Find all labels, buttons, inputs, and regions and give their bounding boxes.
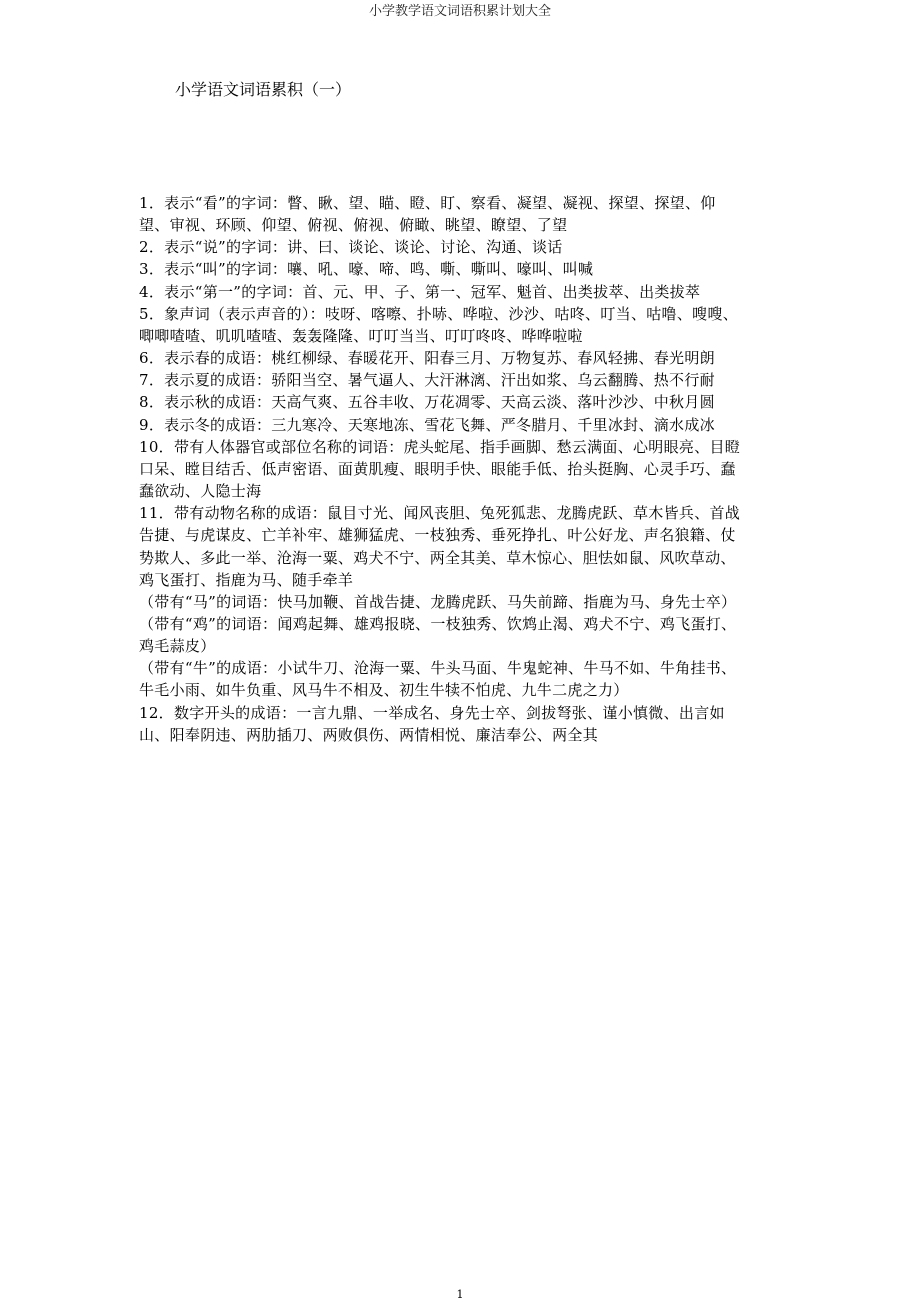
paragraph-shout-words: 3．表示“叫”的字词：嚷、吼、嚎、啼、鸣、嘶、嘶叫、嚎叫、叫喊	[139, 260, 594, 279]
paragraph-animal-idioms: 11．带有动物名称的成语：鼠目寸光、闻风丧胆、兔死狐悲、龙腾虎跃、草木皆兵、首战告捷、与虎谋皮、亡羊补牢、雄狮猛虎、一枝独秀、垂死挣扎、叶公好龙、声名狼籍、仗势欺人、多此一举、沧海一粟、鸡犬不宁、两全其美、草木惊心、胆怯如鼠、风吹草动、鸡飞蛋打、指鹿为马、随手牵羊	[139, 504, 741, 589]
running-header: 小学教学语文词语积累计划大全	[368, 4, 551, 19]
paragraph-winter-idioms: 9．表示冬的成语：三九寒冷、天寒地冻、雪花飞舞、严冬腊月、千里冰封、滴水成冰	[139, 415, 715, 434]
paragraph-onomatopoeia: 5．象声词（表示声音的）：吱呀、喀嚓、扑哧、哗啦、沙沙、咕咚、叮当、咕噜、嗖嗖、唧唧喳喳、叽叽喳喳、轰轰隆隆、叮叮当当、叮叮咚咚、哗哗啦啦	[139, 304, 739, 345]
page-number: 1	[456, 1288, 464, 1301]
paragraph-say-words: 2．表示“说”的字词：讲、曰、谈论、谈论、讨论、沟通、谈话	[139, 238, 563, 257]
paragraph-horse-words: （带有“马”的词语：快马加鞭、首战告捷、龙腾虎跃、马失前蹄、指鹿为马、身先士卒）	[139, 592, 737, 611]
paragraph-spring-idioms: 6．表示春的成语：桃红柳绿、春暖花开、阳春三月、万物复苏、春风轻拂、春光明朗	[139, 349, 715, 368]
paragraph-ox-idioms: （带有“牛”的成语：小试牛刀、沧海一粟、牛头马面、牛鬼蛇神、牛马不如、牛角挂书、牛毛小雨、如牛负重、风马牛不相及、初生牛犊不怕虎、九牛二虎之力）	[139, 659, 737, 700]
paragraph-summer-idioms: 7．表示夏的成语：骄阳当空、暑气逼人、大汗淋漓、汗出如浆、乌云翻腾、热不行耐	[139, 371, 715, 390]
paragraph-autumn-idioms: 8．表示秋的成语：天高气爽、五谷丰收、万花凋零、天高云淡、落叶沙沙、中秋月圆	[139, 393, 715, 412]
document-body	[139, 192, 741, 746]
paragraph-body-part-words: 10．带有人体器官或部位名称的词语：虎头蛇尾、指手画脚、愁云满面、心明眼亮、目瞪口呆、瞠目结舌、低声密语、面黄肌瘦、眼明手快、眼能手低、抬头挺胸、心灵手巧、蠢蠢欲动、人隐士海	[139, 437, 741, 501]
paragraph-chicken-words: （带有“鸡”的词语：闻鸡起舞、雄鸡报晓、一枝独秀、饮鸩止渴、鸡犬不宁、鸡飞蛋打、鸡毛蒜皮）	[139, 614, 737, 656]
paragraph-first-words: 4．表示“第一”的字词：首、元、甲、子、第一、冠军、魁首、出类拔萃、出类拔萃	[139, 282, 701, 301]
paragraph-number-idioms: 12．数字开头的成语：一言九鼎、一举成名、身先士卒、剑拔弩张、谨小慎微、出言如山、阳奉阴违、两肋插刀、两败俱伤、两情相悦、廉洁奉公、两全其	[139, 703, 725, 744]
paragraph-look-words: 1．表示“看”的字词：瞥、瞅、望、瞄、瞪、盯、察看、凝望、凝视、探望、探望、仰望、审视、环顾、仰望、俯视、俯视、俯瞰、眺望、瞭望、了望	[139, 194, 716, 235]
document-title: 小学语文词语累积（一）	[175, 80, 352, 99]
